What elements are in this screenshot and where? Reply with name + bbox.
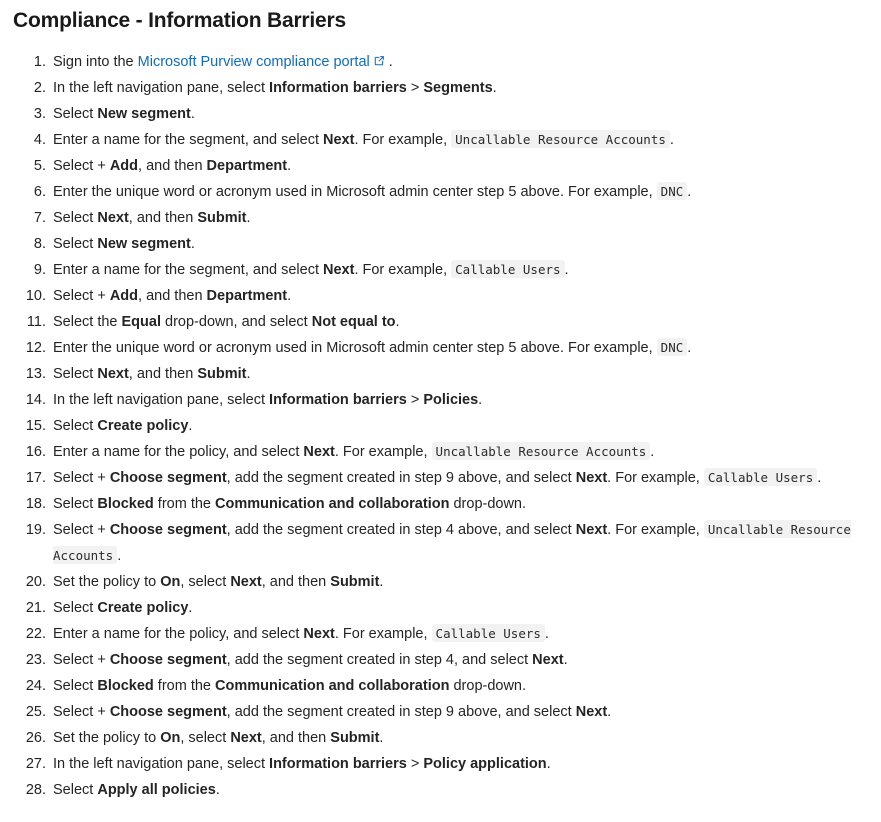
bold-label: Communication and collaboration bbox=[215, 678, 450, 694]
bold-label: Information barriers bbox=[269, 756, 407, 772]
bold-label: Department bbox=[206, 158, 288, 174]
step-item bbox=[50, 283, 875, 309]
step-text: In the left navigation pane, select bbox=[53, 756, 270, 772]
step-item bbox=[50, 673, 875, 699]
step-text: . bbox=[246, 210, 251, 226]
step-text: . bbox=[564, 262, 569, 278]
bold-label: Blocked bbox=[97, 678, 154, 694]
step-item bbox=[50, 101, 875, 127]
step-text: . bbox=[246, 366, 251, 382]
step-text: , and then bbox=[128, 210, 198, 226]
step-item bbox=[50, 647, 875, 673]
step-text: Select bbox=[53, 496, 98, 512]
step-text: Select bbox=[53, 678, 98, 694]
step-text: , and then bbox=[261, 574, 331, 590]
bold-label: Choose segment bbox=[109, 652, 227, 668]
step-text: Select bbox=[53, 366, 98, 382]
step-text: drop-down, and select bbox=[161, 314, 312, 330]
step-text: . bbox=[190, 106, 195, 122]
step-text: from the bbox=[153, 496, 216, 512]
step-text: . bbox=[388, 54, 393, 70]
inline-code: Callable Users bbox=[432, 624, 545, 642]
bold-label: Next bbox=[323, 132, 355, 148]
step-text: , and then bbox=[128, 366, 198, 382]
step-item bbox=[50, 153, 875, 179]
step-text: . bbox=[117, 548, 122, 564]
bold-label: Create policy bbox=[97, 418, 189, 434]
step-text: . bbox=[190, 236, 195, 252]
step-text: , add the segment created in step 4 above, and select bbox=[226, 522, 576, 538]
bold-label: Submit bbox=[330, 730, 380, 746]
bold-label: On bbox=[160, 730, 181, 746]
step-text: drop-down. bbox=[449, 678, 527, 694]
step-item bbox=[50, 465, 875, 491]
step-item bbox=[50, 777, 875, 803]
step-text: . bbox=[544, 626, 549, 642]
purview-portal-link[interactable]: Microsoft Purview compliance portal bbox=[138, 54, 389, 70]
step-text: Enter a name for the policy, and select bbox=[53, 444, 304, 460]
bold-label: Next bbox=[575, 470, 608, 486]
step-item bbox=[50, 127, 875, 153]
step-text: Select the bbox=[53, 314, 122, 330]
step-text: Select + bbox=[53, 288, 110, 304]
step-text: . For example, bbox=[334, 444, 432, 460]
step-text: Enter a name for the segment, and select bbox=[53, 132, 324, 148]
step-item bbox=[50, 335, 875, 361]
bold-label: Next bbox=[532, 652, 564, 668]
step-text: . bbox=[379, 574, 384, 590]
step-text: Enter the unique word or acronym used in Microsoft admin center step 5 above. For example, bbox=[53, 184, 657, 200]
bold-label: New segment bbox=[97, 236, 191, 252]
step-text: Select + bbox=[53, 522, 110, 538]
step-item bbox=[50, 257, 875, 283]
bold-label: Submit bbox=[330, 574, 380, 590]
step-text: Select + bbox=[53, 652, 110, 668]
step-text: > bbox=[406, 392, 424, 408]
step-text: Select + bbox=[53, 158, 110, 174]
bold-label: Apply all policies bbox=[97, 782, 216, 798]
step-text: . For example, bbox=[607, 470, 704, 486]
page-title: Compliance - Information Barriers bbox=[13, 9, 346, 32]
step-text: . bbox=[817, 470, 822, 486]
step-text: Select + bbox=[53, 470, 110, 486]
step-text: . bbox=[650, 444, 655, 460]
step-text: Enter the unique word or acronym used in Microsoft admin center step 5 above. For example, bbox=[53, 340, 657, 356]
step-item bbox=[50, 413, 875, 439]
step-text: . bbox=[287, 158, 292, 174]
step-item bbox=[50, 751, 875, 777]
bold-label: Communication and collaboration bbox=[215, 496, 450, 512]
step-text: Set the policy to bbox=[53, 730, 161, 746]
step-text: . bbox=[188, 418, 193, 434]
step-text: , add the segment created in step 4, and select bbox=[226, 652, 533, 668]
step-text: , select bbox=[180, 730, 231, 746]
step-text: > bbox=[406, 756, 424, 772]
step-text: , and then bbox=[261, 730, 331, 746]
step-item bbox=[50, 309, 875, 335]
step-text: . bbox=[379, 730, 384, 746]
step-text: from the bbox=[153, 678, 216, 694]
bold-label: Blocked bbox=[97, 496, 154, 512]
bold-label: Next bbox=[230, 574, 262, 590]
bold-label: Choose segment bbox=[109, 522, 227, 538]
bold-label: Not equal to bbox=[311, 314, 396, 330]
step-text: Set the policy to bbox=[53, 574, 161, 590]
step-text: Select bbox=[53, 782, 98, 798]
bold-label: Next bbox=[575, 704, 608, 720]
step-text: . For example, bbox=[334, 626, 432, 642]
bold-label: New segment bbox=[97, 106, 191, 122]
inline-code: DNC bbox=[657, 338, 688, 356]
step-text: . bbox=[563, 652, 568, 668]
step-text: In the left navigation pane, select bbox=[53, 80, 270, 96]
bold-label: Submit bbox=[197, 210, 247, 226]
step-item bbox=[50, 621, 875, 647]
bold-label: Next bbox=[303, 626, 335, 642]
step-text: Enter a name for the policy, and select bbox=[53, 626, 304, 642]
step-item bbox=[50, 517, 875, 569]
step-item bbox=[50, 75, 875, 101]
step-text: . For example, bbox=[354, 132, 452, 148]
step-text: . bbox=[669, 132, 674, 148]
step-text: Select bbox=[53, 106, 98, 122]
inline-code: DNC bbox=[657, 182, 688, 200]
step-text: . bbox=[687, 184, 692, 200]
bold-label: Next bbox=[230, 730, 262, 746]
step-text: . bbox=[188, 600, 193, 616]
step-text: . bbox=[395, 314, 400, 330]
step-text: > bbox=[406, 80, 424, 96]
step-item bbox=[50, 491, 875, 517]
step-item bbox=[50, 361, 875, 387]
step-item bbox=[50, 205, 875, 231]
bold-label: Next bbox=[323, 262, 355, 278]
bold-label: Next bbox=[575, 522, 608, 538]
inline-code: Uncallable Resource Accounts bbox=[451, 130, 670, 148]
step-text: Select bbox=[53, 600, 98, 616]
step-text: Select bbox=[53, 418, 98, 434]
step-item bbox=[50, 725, 875, 751]
step-item bbox=[50, 595, 875, 621]
step-text: Select bbox=[53, 210, 98, 226]
step-text: . bbox=[607, 704, 612, 720]
step-text: In the left navigation pane, select bbox=[53, 392, 270, 408]
bold-label: Equal bbox=[121, 314, 161, 330]
step-item bbox=[50, 49, 875, 75]
step-text: Sign into the bbox=[53, 54, 138, 70]
bold-label: On bbox=[160, 574, 181, 590]
step-text: . bbox=[687, 340, 692, 356]
bold-label: Next bbox=[97, 210, 129, 226]
inline-code: Callable Users bbox=[451, 260, 564, 278]
step-text: . bbox=[287, 288, 292, 304]
step-text: drop-down. bbox=[449, 496, 527, 512]
step-text: , and then bbox=[138, 158, 207, 174]
bold-label: Create policy bbox=[97, 600, 189, 616]
bold-label: Policies bbox=[423, 392, 479, 408]
step-item bbox=[50, 439, 875, 465]
step-item bbox=[50, 231, 875, 257]
step-item bbox=[50, 179, 875, 205]
step-text: , add the segment created in step 9 above, and select bbox=[226, 470, 576, 486]
bold-label: Information barriers bbox=[269, 392, 407, 408]
step-text: . bbox=[215, 782, 220, 798]
inline-code: Uncallable Resource Accounts bbox=[432, 442, 651, 460]
bold-label: Add bbox=[109, 158, 139, 174]
bold-label: Submit bbox=[197, 366, 247, 382]
bold-label: Department bbox=[206, 288, 288, 304]
step-text: Enter a name for the segment, and select bbox=[53, 262, 324, 278]
step-text: Select bbox=[53, 236, 98, 252]
bold-label: Next bbox=[97, 366, 129, 382]
bold-label: Next bbox=[303, 444, 335, 460]
step-text: . For example, bbox=[354, 262, 452, 278]
step-text: Select + bbox=[53, 704, 110, 720]
external-link-icon bbox=[373, 55, 385, 67]
bold-label: Information barriers bbox=[269, 80, 407, 96]
step-text: . For example, bbox=[607, 522, 704, 538]
step-item bbox=[50, 569, 875, 595]
inline-code: Uncallable Resource Accounts bbox=[53, 522, 851, 563]
bold-label: Choose segment bbox=[109, 470, 227, 486]
steps-list bbox=[13, 49, 875, 803]
step-text: . bbox=[478, 392, 483, 408]
step-text: , and then bbox=[138, 288, 207, 304]
bold-label: Policy application bbox=[423, 756, 547, 772]
step-text: . bbox=[546, 756, 551, 772]
step-item bbox=[50, 387, 875, 413]
step-text: . bbox=[492, 80, 497, 96]
bold-label: Choose segment bbox=[109, 704, 227, 720]
step-item bbox=[50, 699, 875, 725]
bold-label: Add bbox=[109, 288, 139, 304]
inline-code: Callable Users bbox=[704, 468, 817, 486]
step-text: , add the segment created in step 9 above, and select bbox=[226, 704, 576, 720]
step-text: , select bbox=[180, 574, 231, 590]
bold-label: Segments bbox=[423, 80, 493, 96]
